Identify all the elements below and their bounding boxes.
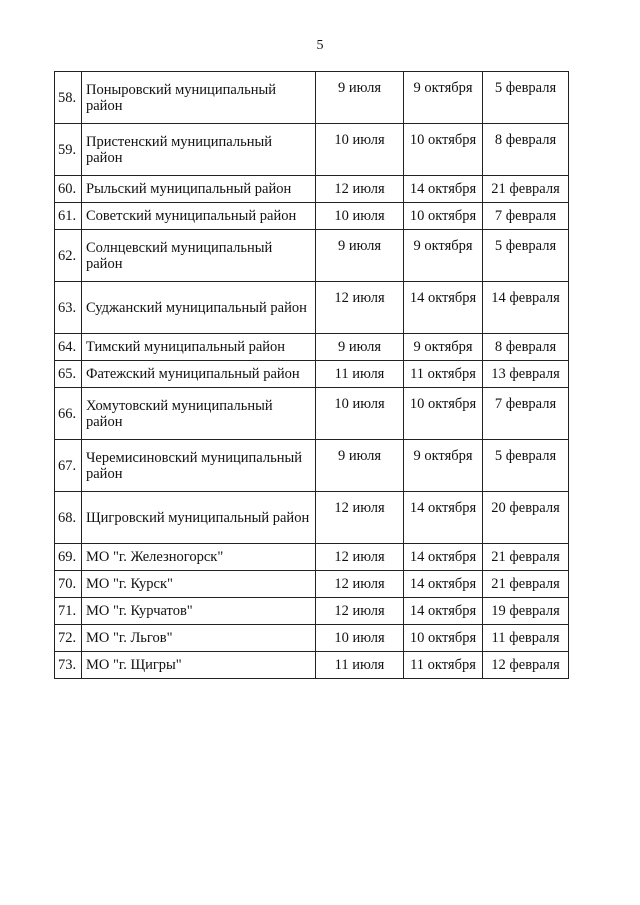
date-february: 13 февраля	[483, 361, 569, 388]
date-july: 12 июля	[316, 176, 404, 203]
district-name: Хомутовский муниципальный район	[82, 388, 316, 440]
table-row	[55, 571, 569, 598]
district-name: Советский муниципальный район	[82, 203, 316, 230]
row-number: 68.	[55, 492, 82, 544]
date-february: 20 февраля	[483, 492, 569, 544]
table-row	[55, 652, 569, 679]
date-february: 5 февраля	[483, 230, 569, 282]
date-february: 19 февраля	[483, 598, 569, 625]
date-february: 21 февраля	[483, 544, 569, 571]
district-name: МО "г. Железногорск"	[82, 544, 316, 571]
district-name: Пристенский муниципальный район	[82, 124, 316, 176]
table-row	[55, 176, 569, 203]
table-row	[55, 440, 569, 492]
row-number: 61.	[55, 203, 82, 230]
table-row	[55, 72, 569, 124]
row-number: 66.	[55, 388, 82, 440]
row-number: 67.	[55, 440, 82, 492]
date-february: 21 февраля	[483, 176, 569, 203]
date-october: 11 октября	[404, 652, 483, 679]
district-name: Черемисиновский муниципальный район	[82, 440, 316, 492]
row-number: 60.	[55, 176, 82, 203]
date-july: 9 июля	[316, 440, 404, 492]
district-name: Суджанский муниципальный район	[82, 282, 316, 334]
schedule-table	[54, 71, 569, 679]
date-february: 7 февраля	[483, 203, 569, 230]
table-row	[55, 124, 569, 176]
row-number: 70.	[55, 571, 82, 598]
date-february: 12 февраля	[483, 652, 569, 679]
date-october: 14 октября	[404, 598, 483, 625]
date-october: 14 октября	[404, 176, 483, 203]
date-october: 9 октября	[404, 440, 483, 492]
date-february: 8 февраля	[483, 334, 569, 361]
date-october: 14 октября	[404, 282, 483, 334]
table-row	[55, 203, 569, 230]
row-number: 59.	[55, 124, 82, 176]
date-october: 9 октября	[404, 334, 483, 361]
row-number: 71.	[55, 598, 82, 625]
district-name: Щигровский муниципальный район	[82, 492, 316, 544]
date-february: 5 февраля	[483, 72, 569, 124]
date-july: 9 июля	[316, 230, 404, 282]
date-october: 14 октября	[404, 571, 483, 598]
date-july: 12 июля	[316, 282, 404, 334]
table-row	[55, 492, 569, 544]
district-name: МО "г. Щигры"	[82, 652, 316, 679]
district-name: Фатежский муниципальный район	[82, 361, 316, 388]
date-july: 10 июля	[316, 124, 404, 176]
row-number: 63.	[55, 282, 82, 334]
date-february: 7 февраля	[483, 388, 569, 440]
date-july: 9 июля	[316, 334, 404, 361]
date-october: 10 октября	[404, 203, 483, 230]
date-october: 11 октября	[404, 361, 483, 388]
district-name: Тимский муниципальный район	[82, 334, 316, 361]
row-number: 62.	[55, 230, 82, 282]
date-october: 9 октября	[404, 230, 483, 282]
date-july: 10 июля	[316, 388, 404, 440]
date-july: 12 июля	[316, 544, 404, 571]
date-october: 14 октября	[404, 492, 483, 544]
date-october: 10 октября	[404, 625, 483, 652]
table-row	[55, 230, 569, 282]
date-february: 21 февраля	[483, 571, 569, 598]
date-july: 9 июля	[316, 72, 404, 124]
table-row	[55, 361, 569, 388]
table-row	[55, 282, 569, 334]
table-row	[55, 388, 569, 440]
date-july: 12 июля	[316, 571, 404, 598]
row-number: 73.	[55, 652, 82, 679]
table-row	[55, 625, 569, 652]
row-number: 64.	[55, 334, 82, 361]
date-july: 12 июля	[316, 598, 404, 625]
row-number: 65.	[55, 361, 82, 388]
date-july: 12 июля	[316, 492, 404, 544]
district-name: Солнцевский муниципальный район	[82, 230, 316, 282]
date-february: 11 февраля	[483, 625, 569, 652]
date-july: 10 июля	[316, 203, 404, 230]
district-name: МО "г. Курчатов"	[82, 598, 316, 625]
district-name: МО "г. Льгов"	[82, 625, 316, 652]
date-february: 8 февраля	[483, 124, 569, 176]
date-october: 10 октября	[404, 124, 483, 176]
row-number: 58.	[55, 72, 82, 124]
table-row	[55, 598, 569, 625]
date-october: 10 октября	[404, 388, 483, 440]
page-number: 5	[316, 38, 324, 53]
district-name: МО "г. Курск"	[82, 571, 316, 598]
table-row	[55, 334, 569, 361]
date-february: 5 февраля	[483, 440, 569, 492]
date-october: 14 октября	[404, 544, 483, 571]
date-july: 11 июля	[316, 361, 404, 388]
district-name: Рыльский муниципальный район	[82, 176, 316, 203]
row-number: 72.	[55, 625, 82, 652]
date-february: 14 февраля	[483, 282, 569, 334]
district-name: Поныровский муниципальный район	[82, 72, 316, 124]
date-july: 11 июля	[316, 652, 404, 679]
date-october: 9 октября	[404, 72, 483, 124]
table-row	[55, 544, 569, 571]
schedule-table-body	[55, 72, 569, 679]
date-july: 10 июля	[316, 625, 404, 652]
row-number: 69.	[55, 544, 82, 571]
